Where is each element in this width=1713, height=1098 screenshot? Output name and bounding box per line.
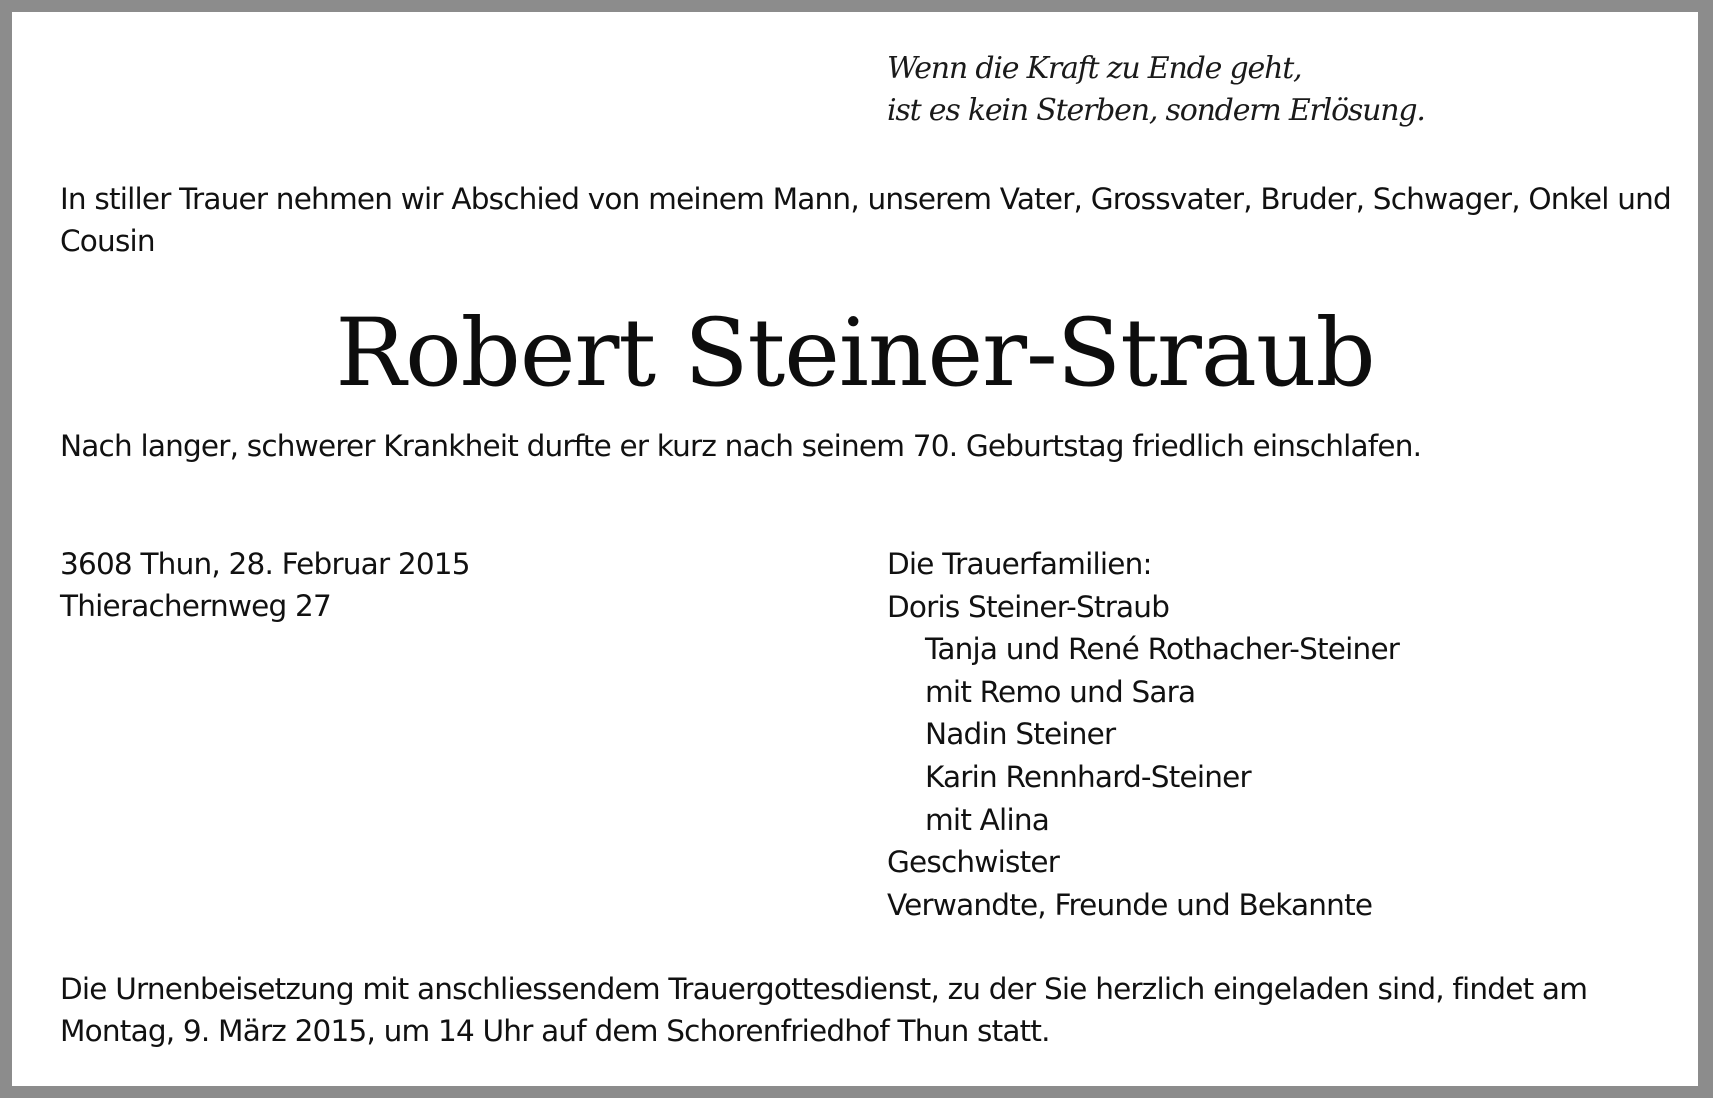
motto-line: Wenn die Kraft zu Ende geht, (887, 51, 1302, 86)
family-member: Geschwister (887, 845, 1060, 880)
funeral-details: Die Urnenbeisetzung mit anschliessendem Trauergottesdienst, zu der Sie herzlich eingeladen sind, findet am Montag, 9. März 2015, um 14 Uhr auf dem Schorenfriedhof Thun statt. (60, 972, 1588, 1048)
passing-text: Nach langer, schwerer Krankheit durfte er kurz nach seinem 70. Geburtstag friedlich einschlafen. (60, 429, 1422, 463)
motto-quote (887, 48, 1425, 132)
family-member: Nadin Steiner (925, 717, 1116, 752)
place-date: 3608 Thun, 28. Februar 2015 (60, 547, 470, 581)
motto-line: ist es kein Sterben, sondern Erlösung. (887, 93, 1425, 128)
obituary-notice (12, 12, 1698, 1086)
family-member: mit Remo und Sara (925, 674, 1196, 709)
address-block (60, 543, 470, 627)
family-member: Karin Rennhard-Steiner (925, 759, 1251, 794)
family-member: Tanja und René Rothacher-Steiner (925, 632, 1400, 667)
family-member: Doris Steiner-Straub (887, 589, 1170, 624)
street-address: Thierachernweg 27 (60, 589, 331, 623)
family-member: Verwandte, Freunde und Bekannte (887, 887, 1373, 922)
intro-text: In stiller Trauer nehmen wir Abschied von meinem Mann, unserem Vater, Grossvater, Bruder, Schwager, Onkel und Cousin (60, 182, 1671, 258)
family-member: mit Alina (925, 802, 1050, 837)
families-heading: Die Trauerfamilien: (887, 547, 1152, 581)
mourning-families (887, 543, 1399, 926)
deceased-name: Robert Steiner-Straub (335, 299, 1375, 408)
